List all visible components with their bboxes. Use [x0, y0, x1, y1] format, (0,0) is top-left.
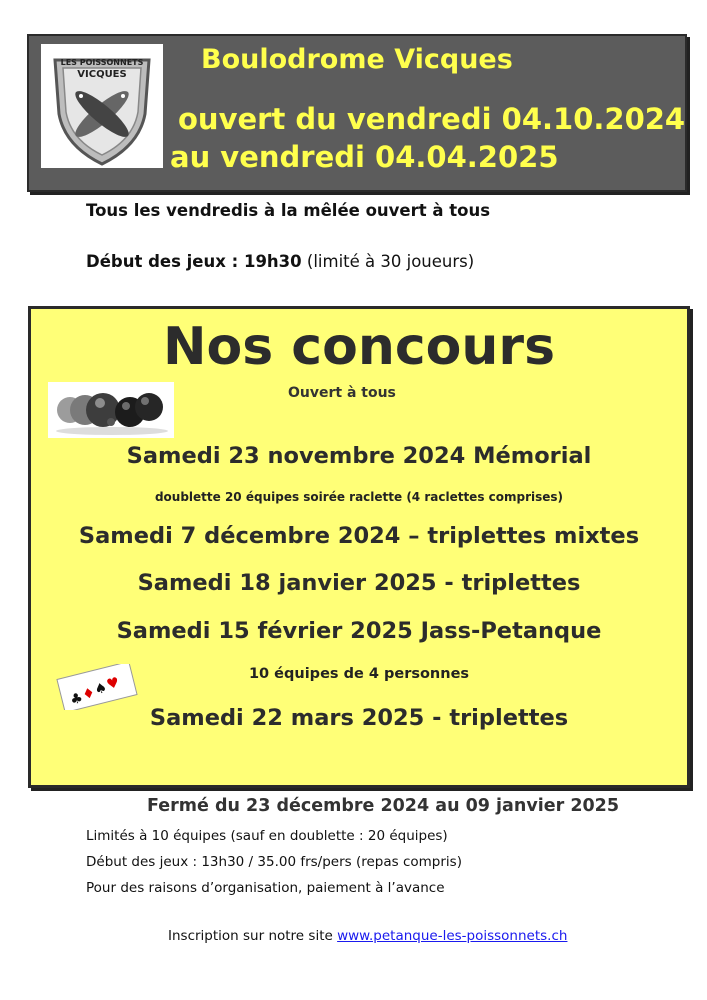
opening-line-2: au vendredi 04.04.2025: [170, 140, 559, 174]
event-december: Samedi 7 décembre 2024 – triplettes mixtes: [78, 523, 640, 549]
player-limit: (limité à 30 joueurs): [301, 252, 475, 271]
svg-text:♠: ♠: [92, 679, 109, 699]
svg-text:♥: ♥: [105, 674, 122, 694]
petanque-balls-image: [48, 382, 174, 438]
opening-line-1: ouvert du vendredi 04.10.2024: [178, 102, 686, 136]
svg-text:♦: ♦: [80, 684, 97, 704]
note-team-limit: Limités à 10 équipes (sauf en doublette : 20 équipes): [86, 828, 448, 844]
event-memorial-detail: doublette 20 équipes soirée raclette (4 raclettes comprises): [154, 490, 564, 504]
svg-text:LES POISSONNETS: LES POISSONNETS: [60, 58, 144, 67]
event-memorial: Samedi 23 novembre 2024 Mémorial: [126, 443, 592, 469]
inscription-line: [168, 928, 567, 944]
start-time-info: [86, 252, 474, 271]
svg-text:♣: ♣: [68, 690, 85, 709]
note-payment: Pour des raisons d’organisation, paiement à l’avance: [86, 880, 445, 896]
event-february-detail: 10 équipes de 4 personnes: [248, 666, 470, 682]
header-banner: [27, 34, 687, 192]
weekly-info: Tous les vendredis à la mêlée ouvert à tous: [86, 201, 491, 220]
concours-panel: [28, 306, 690, 788]
website-link[interactable]: www.petanque-les-poissonnets.ch: [337, 928, 568, 944]
event-january: Samedi 18 janvier 2025 - triplettes: [137, 570, 581, 596]
note-start-price: Début des jeux : 13h30 / 35.00 frs/pers (repas compris): [86, 854, 462, 870]
closure-notice: Fermé du 23 décembre 2024 au 09 janvier 2025: [147, 796, 620, 816]
concours-title: Nos concours: [162, 317, 556, 377]
club-logo: [41, 44, 163, 168]
start-time-label: Début des jeux : 19h30: [86, 252, 302, 271]
playing-cards-image: [54, 664, 140, 710]
concours-subtitle: Ouvert à tous: [288, 385, 396, 401]
event-february: Samedi 15 février 2025 Jass-Petanque: [116, 618, 602, 644]
event-march: Samedi 22 mars 2025 - triplettes: [149, 705, 569, 731]
inscription-text: Inscription sur notre site: [168, 928, 338, 944]
venue-title: Boulodrome Vicques: [201, 44, 513, 75]
svg-text:VICQUES: VICQUES: [77, 69, 127, 80]
